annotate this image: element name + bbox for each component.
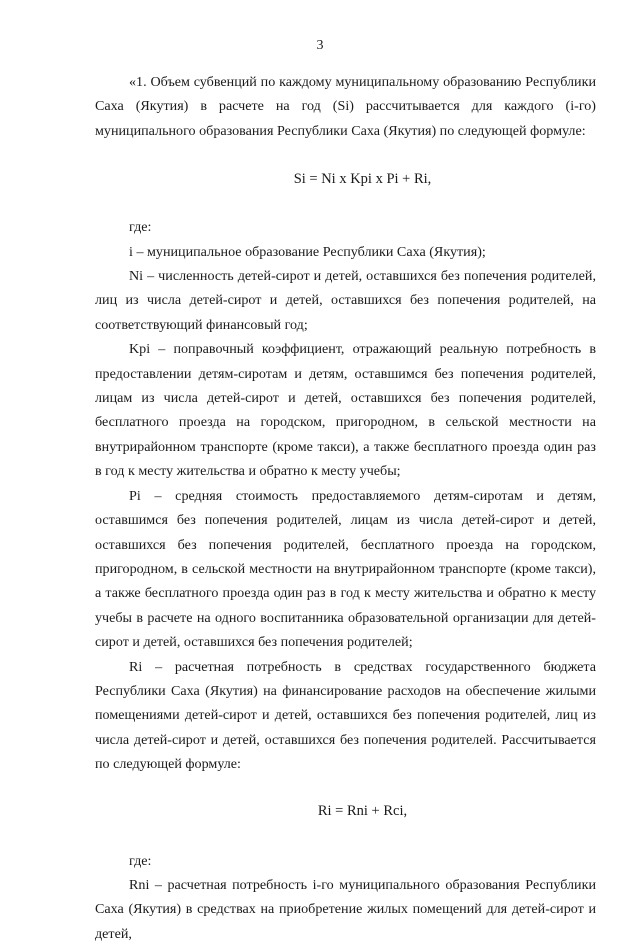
definition-kpi: Kpi – поправочный коэффициент, отражающий реальную потребность в предоставлении детям-сиротам и детям, оставшимся без попечения родителей, лицам из числа детей-сирот и детей, оставшихся без попечения родителей, бесплатного проезда на городском, пригородном, в сельской местности на внутрирайонном транспорте (кроме такси), а также бесплатного проезда один раз в год к месту жительства и обратно к месту учебы;: [95, 341, 596, 480]
formula-si: Si = Ni x Kpi x Pi + Ri,: [293, 171, 432, 188]
where-label: где:: [129, 219, 152, 236]
intro-paragraph: «1. Объем субвенций по каждому муниципальному образованию Республики Саха (Якутия) в расчете на год (Si) рассчитывается для каждого (i-го) муниципального образования Республики Саха (Якутия) по следующей формуле:: [95, 74, 596, 139]
definition-rni: Rni – расчетная потребность i-го муниципального образования Республики Саха (Якутия) в средствах на приобретение жилых помещений для детей-сирот и детей,: [95, 876, 596, 942]
definition-i: i – муниципальное образование Республики Саха (Якутия);: [129, 243, 486, 260]
definition-pi: Pi – средняя стоимость предоставляемого детям-сиротам и детям, оставшимся без попечения родителей, лицам из числа детей-сирот и детей, оставшихся без попечения родителей, бесплатного проезда на городском, пригородном, в сельской местности на внутрирайонном транспорте (кроме такси), а также бесплатного проезда один раз в год к месту жительства и обратно к месту учебы в расчете на одного воспитанника образовательной организации для детей-сирот и детей, оставшихся без попечения родителей;: [95, 487, 596, 651]
document-body: [95, 70, 596, 946]
where-label-2: где:: [129, 852, 152, 869]
definition-ri: Ri – расчетная потребность в средствах государственного бюджета Республики Саха (Якутия) на финансирование расходов на обеспечение жилыми помещениями детей-сирот и детей, оставшихся без попечения родителей, лиц из числа детей-сирот и детей, оставшихся без попечения родителей. Рассчитывается по следующей формуле:: [95, 658, 596, 773]
formula-ri: Ri = Rni + Rci,: [317, 802, 408, 819]
page-number: 3: [316, 38, 324, 53]
definition-ni: Ni – численность детей-сирот и детей, оставшихся без попечения родителей, лиц из числа детей-сирот и детей, оставшихся без попечения родителей, на соответствующий финансовый год;: [95, 268, 596, 333]
